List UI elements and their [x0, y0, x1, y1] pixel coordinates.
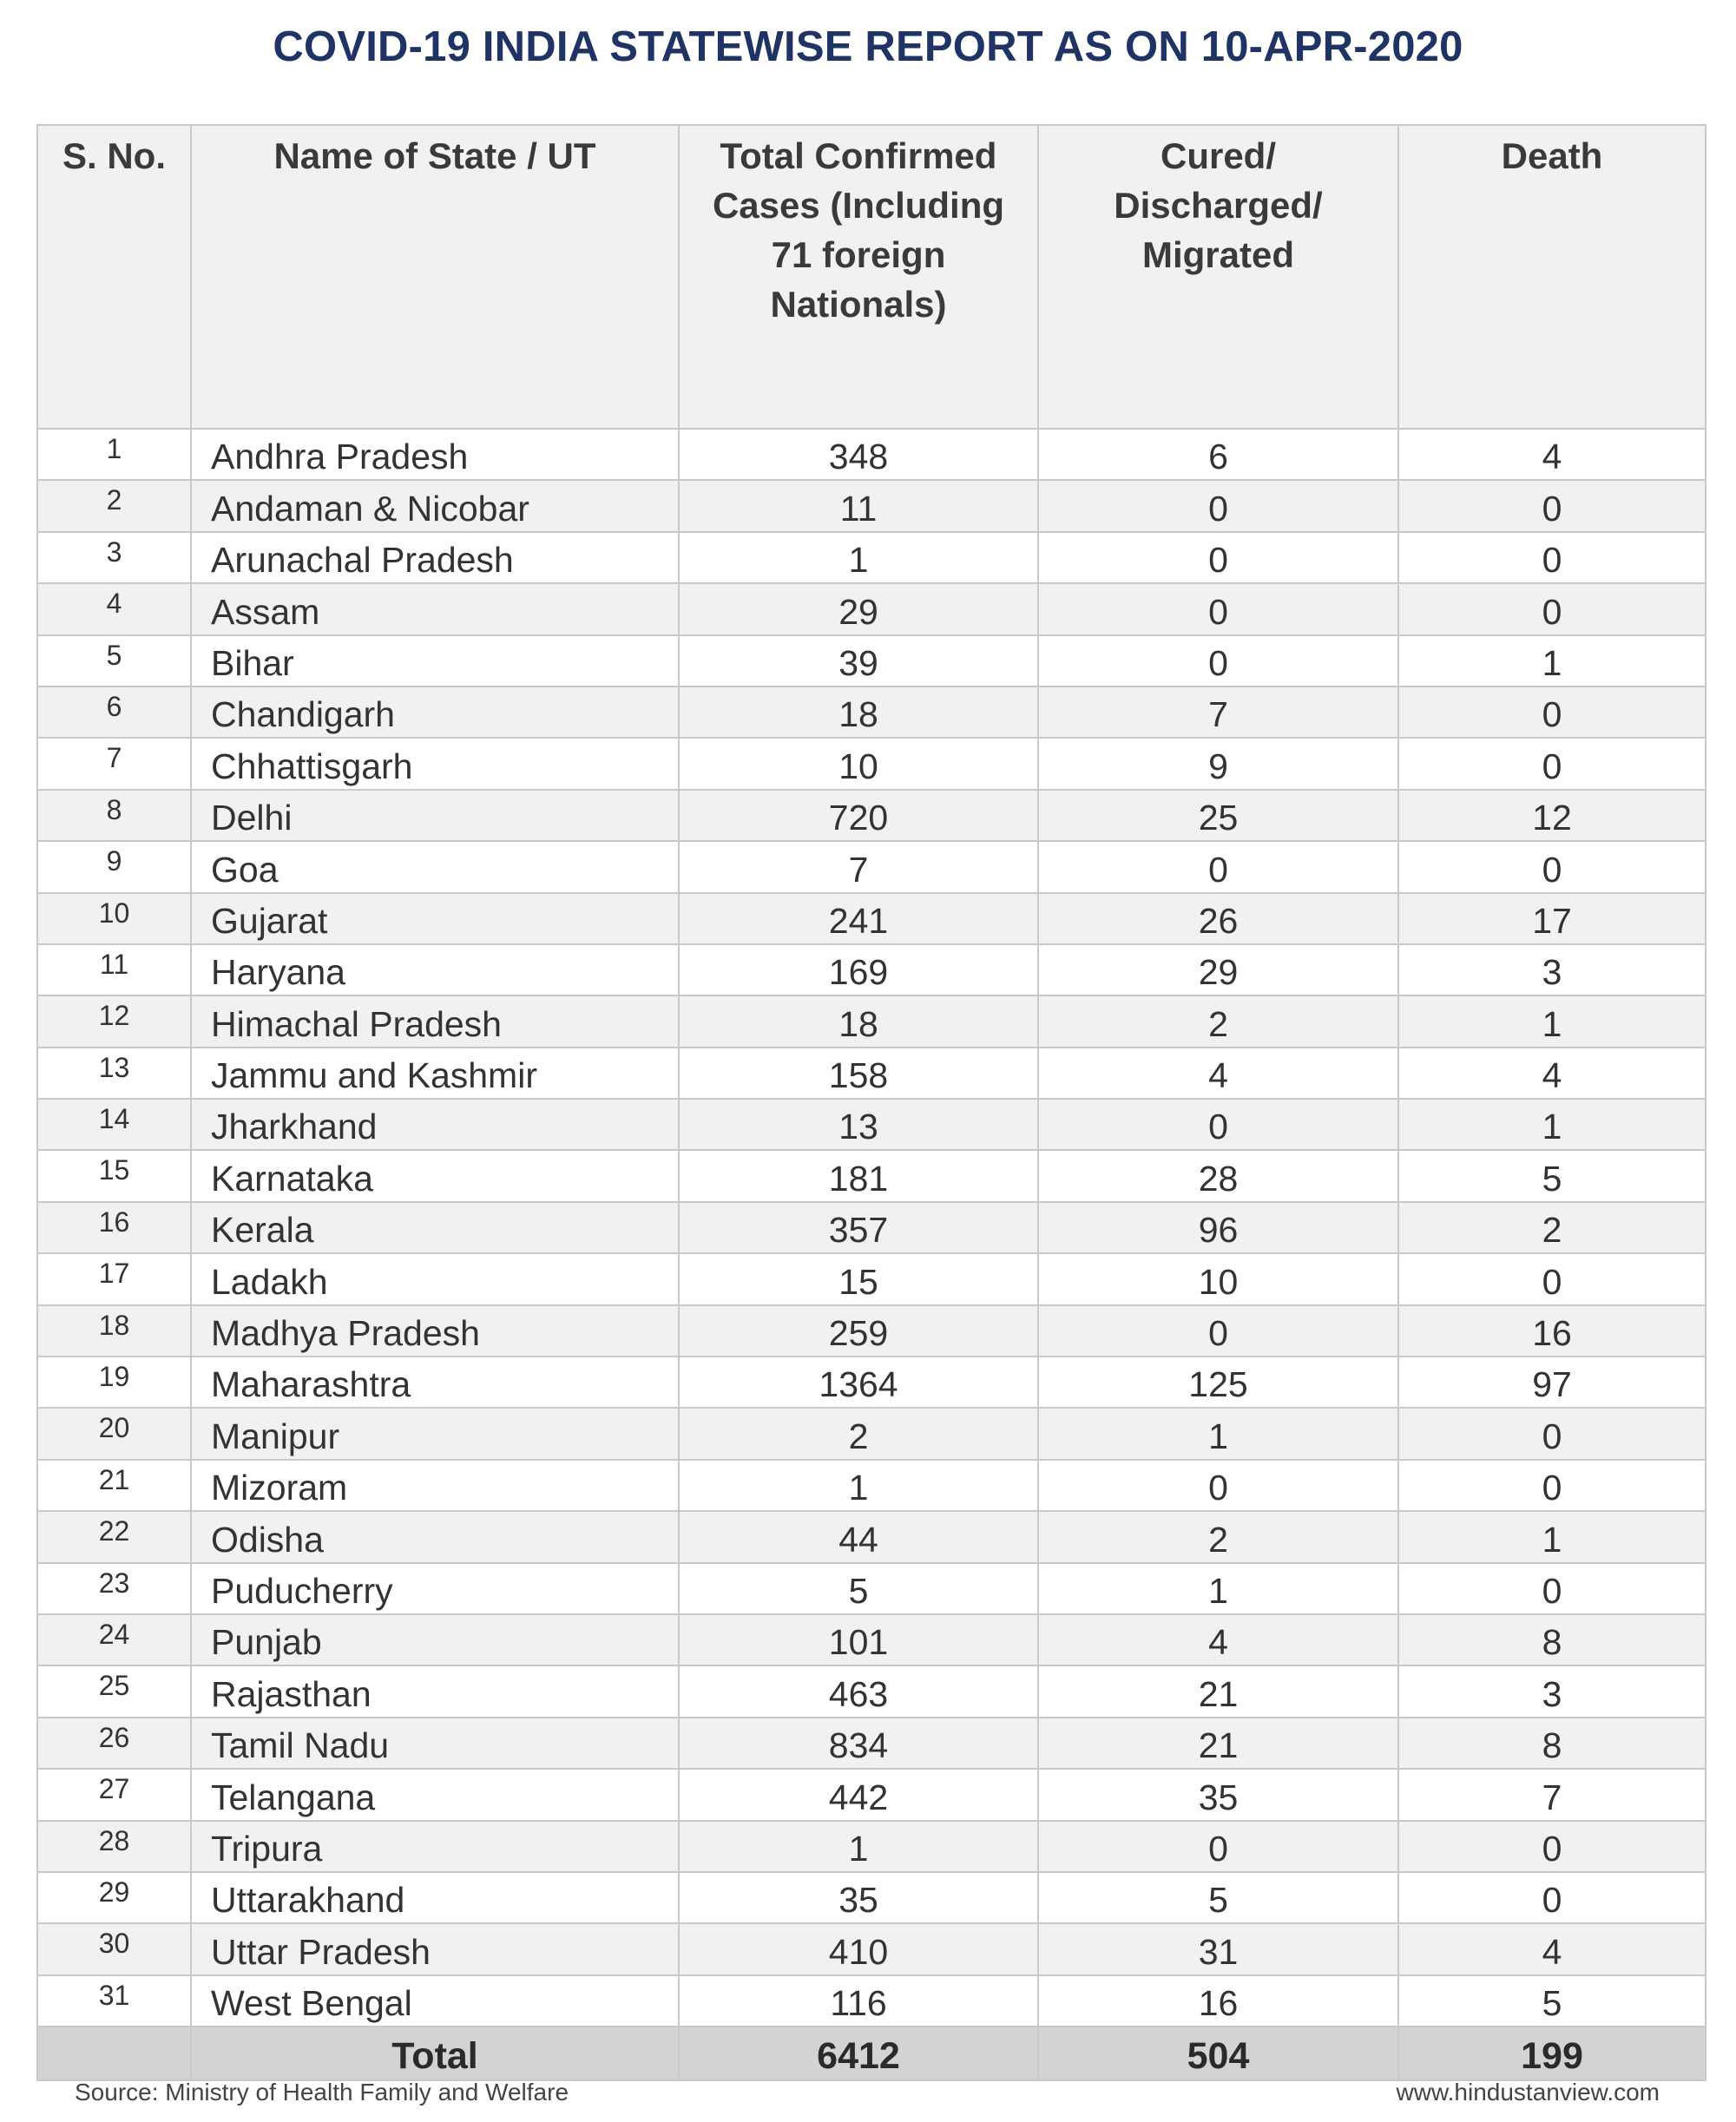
- table-row: [37, 893, 1706, 944]
- cell-state-name: Jammu and Kashmir: [191, 1048, 679, 1099]
- cell-cured: 0: [1038, 532, 1398, 583]
- table-row: [37, 944, 1706, 995]
- cell-confirmed: 181: [679, 1150, 1038, 1201]
- cell-death: 7: [1398, 1769, 1706, 1820]
- cell-sno: 1: [37, 429, 191, 480]
- cell-confirmed: 35: [679, 1872, 1038, 1923]
- table-row: [37, 1665, 1706, 1717]
- cell-death: 5: [1398, 1975, 1706, 2027]
- cell-confirmed: 1364: [679, 1357, 1038, 1408]
- cell-death: 0: [1398, 480, 1706, 531]
- table-row: [37, 583, 1706, 634]
- cell-confirmed: 463: [679, 1665, 1038, 1717]
- cell-confirmed: 116: [679, 1975, 1038, 2027]
- cell-cured: 16: [1038, 1975, 1398, 2027]
- cell-state-name: Chhattisgarh: [191, 738, 679, 789]
- cell-sno: 12: [37, 995, 191, 1047]
- cell-cured: 6: [1038, 429, 1398, 480]
- cell-state-name: Kerala: [191, 1202, 679, 1253]
- cell-cured: 0: [1038, 841, 1398, 892]
- cell-state-name: Jharkhand: [191, 1099, 679, 1150]
- header-cured-line: Migrated: [1141, 234, 1294, 275]
- cell-death: 97: [1398, 1357, 1706, 1408]
- cell-sno: 4: [37, 583, 191, 634]
- cell-sno: 3: [37, 532, 191, 583]
- cell-cured: 35: [1038, 1769, 1398, 1820]
- cell-death: 3: [1398, 1665, 1706, 1717]
- cell-total-confirmed: 6412: [679, 2027, 1038, 2080]
- cell-state-name: Punjab: [191, 1614, 679, 1665]
- table-row: [37, 841, 1706, 892]
- cell-cured: 0: [1038, 1305, 1398, 1357]
- cell-state-name: Puducherry: [191, 1563, 679, 1614]
- cell-cured: 2: [1038, 1511, 1398, 1562]
- cell-cured: 9: [1038, 738, 1398, 789]
- header-total-confirmed-line: Nationals): [770, 284, 947, 325]
- cell-sno: 2: [37, 480, 191, 531]
- cell-state-name: Goa: [191, 841, 679, 892]
- cell-sno: 6: [37, 687, 191, 738]
- cell-cured: 21: [1038, 1718, 1398, 1769]
- cell-sno: 29: [37, 1872, 191, 1923]
- cell-sno: 19: [37, 1357, 191, 1408]
- cell-total-sno: [37, 2027, 191, 2080]
- table-row: [37, 1511, 1706, 1562]
- cell-death: 1: [1398, 995, 1706, 1047]
- cell-death: 0: [1398, 1872, 1706, 1923]
- header-cured-line: Discharged/: [1114, 185, 1323, 226]
- table-row: [37, 790, 1706, 841]
- cell-death: 0: [1398, 841, 1706, 892]
- table-row: [37, 480, 1706, 531]
- cell-death: 0: [1398, 1821, 1706, 1872]
- cell-sno: 15: [37, 1150, 191, 1201]
- cell-cured: 28: [1038, 1150, 1398, 1201]
- cell-confirmed: 1: [679, 532, 1038, 583]
- cell-sno: 10: [37, 893, 191, 944]
- header-total-confirmed-line: 71 foreign: [771, 234, 946, 275]
- cell-confirmed: 259: [679, 1305, 1038, 1357]
- cell-confirmed: 18: [679, 687, 1038, 738]
- cell-cured: 2: [1038, 995, 1398, 1047]
- cell-state-name: Telangana: [191, 1769, 679, 1820]
- cell-total-label: Total: [191, 2027, 679, 2080]
- cell-sno: 28: [37, 1821, 191, 1872]
- cell-sno: 5: [37, 635, 191, 687]
- table-row: [37, 1357, 1706, 1408]
- cell-death: 17: [1398, 893, 1706, 944]
- cell-cured: 29: [1038, 944, 1398, 995]
- cell-sno: 11: [37, 944, 191, 995]
- cell-sno: 31: [37, 1975, 191, 2027]
- cell-total-death: 199: [1398, 2027, 1706, 2080]
- cell-confirmed: 158: [679, 1048, 1038, 1099]
- cell-sno: 20: [37, 1408, 191, 1459]
- cell-cured: 96: [1038, 1202, 1398, 1253]
- header-sno: S. No.: [37, 125, 191, 429]
- cell-state-name: Madhya Pradesh: [191, 1305, 679, 1357]
- cell-state-name: Haryana: [191, 944, 679, 995]
- cell-confirmed: 1: [679, 1460, 1038, 1511]
- cell-cured: 4: [1038, 1048, 1398, 1099]
- cell-death: 12: [1398, 790, 1706, 841]
- table-row: [37, 1975, 1706, 2027]
- cell-confirmed: 29: [679, 583, 1038, 634]
- cell-death: 4: [1398, 1923, 1706, 1974]
- cell-state-name: West Bengal: [191, 1975, 679, 2027]
- cell-confirmed: 720: [679, 790, 1038, 841]
- cell-death: 5: [1398, 1150, 1706, 1201]
- cell-state-name: Arunachal Pradesh: [191, 532, 679, 583]
- cell-sno: 7: [37, 738, 191, 789]
- table-body: [37, 429, 1706, 2080]
- cell-death: 1: [1398, 635, 1706, 687]
- cell-cured: 10: [1038, 1253, 1398, 1304]
- table-row: [37, 1150, 1706, 1201]
- cell-state-name: Rajasthan: [191, 1665, 679, 1717]
- cell-death: 4: [1398, 1048, 1706, 1099]
- cell-cured: 1: [1038, 1408, 1398, 1459]
- cell-cured: 0: [1038, 480, 1398, 531]
- cell-confirmed: 10: [679, 738, 1038, 789]
- cell-death: 0: [1398, 687, 1706, 738]
- cell-death: 0: [1398, 1408, 1706, 1459]
- header-total-confirmed-line: Cases (Including: [712, 185, 1005, 226]
- cell-confirmed: 5: [679, 1563, 1038, 1614]
- cell-cured: 0: [1038, 635, 1398, 687]
- cell-state-name: Karnataka: [191, 1150, 679, 1201]
- page-title: COVID-19 INDIA STATEWISE REPORT AS ON 10-APR-2020: [273, 23, 1463, 70]
- cell-sno: 22: [37, 1511, 191, 1562]
- cell-confirmed: 1: [679, 1821, 1038, 1872]
- table-row: [37, 1923, 1706, 1974]
- cell-state-name: Uttarakhand: [191, 1872, 679, 1923]
- cell-confirmed: 169: [679, 944, 1038, 995]
- cell-state-name: Ladakh: [191, 1253, 679, 1304]
- cell-death: 0: [1398, 1563, 1706, 1614]
- cell-state-name: Bihar: [191, 635, 679, 687]
- cell-confirmed: 44: [679, 1511, 1038, 1562]
- cell-death: 16: [1398, 1305, 1706, 1357]
- cell-cured: 0: [1038, 1460, 1398, 1511]
- cell-death: 0: [1398, 738, 1706, 789]
- cell-cured: 1: [1038, 1563, 1398, 1614]
- cell-death: 8: [1398, 1718, 1706, 1769]
- cell-state-name: Uttar Pradesh: [191, 1923, 679, 1974]
- cell-death: 2: [1398, 1202, 1706, 1253]
- cell-death: 0: [1398, 1460, 1706, 1511]
- cell-death: 0: [1398, 532, 1706, 583]
- cell-sno: 13: [37, 1048, 191, 1099]
- cell-sno: 18: [37, 1305, 191, 1357]
- cell-cured: 31: [1038, 1923, 1398, 1974]
- cell-confirmed: 13: [679, 1099, 1038, 1150]
- cell-confirmed: 410: [679, 1923, 1038, 1974]
- cell-sno: 17: [37, 1253, 191, 1304]
- cell-confirmed: 39: [679, 635, 1038, 687]
- statewise-report-table: [36, 124, 1706, 2081]
- header-death: Death: [1398, 125, 1706, 429]
- cell-state-name: Assam: [191, 583, 679, 634]
- table-row: [37, 1821, 1706, 1872]
- cell-confirmed: 348: [679, 429, 1038, 480]
- website-credit: www.hindustanview.com: [1396, 2079, 1660, 2106]
- table-row: [37, 1305, 1706, 1357]
- cell-sno: 25: [37, 1665, 191, 1717]
- cell-state-name: Delhi: [191, 790, 679, 841]
- cell-death: 1: [1398, 1099, 1706, 1150]
- cell-confirmed: 2: [679, 1408, 1038, 1459]
- cell-state-name: Maharashtra: [191, 1357, 679, 1408]
- cell-sno: 26: [37, 1718, 191, 1769]
- cell-sno: 27: [37, 1769, 191, 1820]
- header-total-confirmed-line: Total Confirmed: [720, 135, 997, 176]
- cell-confirmed: 241: [679, 893, 1038, 944]
- cell-cured: 0: [1038, 1099, 1398, 1150]
- cell-confirmed: 11: [679, 480, 1038, 531]
- table-row: [37, 1872, 1706, 1923]
- table-row: [37, 1408, 1706, 1459]
- header-cured: [1038, 125, 1398, 429]
- cell-death: 1: [1398, 1511, 1706, 1562]
- header-state-name: Name of State / UT: [191, 125, 679, 429]
- cell-confirmed: 834: [679, 1718, 1038, 1769]
- table-row: [37, 1202, 1706, 1253]
- table-row: [37, 532, 1706, 583]
- cell-confirmed: 357: [679, 1202, 1038, 1253]
- cell-sno: 30: [37, 1923, 191, 1974]
- table-header-row: [37, 125, 1706, 429]
- cell-confirmed: 101: [679, 1614, 1038, 1665]
- table-row: [37, 1048, 1706, 1099]
- cell-death: 8: [1398, 1614, 1706, 1665]
- cell-death: 0: [1398, 583, 1706, 634]
- cell-sno: 23: [37, 1563, 191, 1614]
- cell-state-name: Himachal Pradesh: [191, 995, 679, 1047]
- cell-sno: 8: [37, 790, 191, 841]
- cell-death: 3: [1398, 944, 1706, 995]
- cell-state-name: Gujarat: [191, 893, 679, 944]
- cell-state-name: Andaman & Nicobar: [191, 480, 679, 531]
- cell-death: 0: [1398, 1253, 1706, 1304]
- table-row: [37, 1253, 1706, 1304]
- cell-state-name: Andhra Pradesh: [191, 429, 679, 480]
- cell-sno: 21: [37, 1460, 191, 1511]
- cell-state-name: Odisha: [191, 1511, 679, 1562]
- cell-confirmed: 442: [679, 1769, 1038, 1820]
- table-row: [37, 995, 1706, 1047]
- table-row: [37, 635, 1706, 687]
- cell-cured: 7: [1038, 687, 1398, 738]
- cell-cured: 25: [1038, 790, 1398, 841]
- table-row: [37, 1614, 1706, 1665]
- cell-cured: 4: [1038, 1614, 1398, 1665]
- header-cured-line: Cured/: [1160, 135, 1276, 176]
- table-row: [37, 1099, 1706, 1150]
- cell-state-name: Mizoram: [191, 1460, 679, 1511]
- cell-cured: 26: [1038, 893, 1398, 944]
- cell-sno: 9: [37, 841, 191, 892]
- cell-sno: 24: [37, 1614, 191, 1665]
- total-row: [37, 2027, 1706, 2080]
- table-row: [37, 687, 1706, 738]
- source-note: Source: Ministry of Health Family and Welfare: [75, 2079, 569, 2106]
- cell-sno: 14: [37, 1099, 191, 1150]
- cell-cured: 0: [1038, 1821, 1398, 1872]
- table-row: [37, 429, 1706, 480]
- cell-cured: 5: [1038, 1872, 1398, 1923]
- header-total-confirmed: [679, 125, 1038, 429]
- cell-confirmed: 7: [679, 841, 1038, 892]
- cell-state-name: Tamil Nadu: [191, 1718, 679, 1769]
- cell-state-name: Tripura: [191, 1821, 679, 1872]
- table-row: [37, 1563, 1706, 1614]
- cell-total-cured: 504: [1038, 2027, 1398, 2080]
- cell-death: 4: [1398, 429, 1706, 480]
- cell-state-name: Chandigarh: [191, 687, 679, 738]
- table-row: [37, 1460, 1706, 1511]
- cell-cured: 0: [1038, 583, 1398, 634]
- cell-cured: 21: [1038, 1665, 1398, 1717]
- cell-cured: 125: [1038, 1357, 1398, 1408]
- cell-confirmed: 18: [679, 995, 1038, 1047]
- table-row: [37, 738, 1706, 789]
- table-row: [37, 1718, 1706, 1769]
- cell-confirmed: 15: [679, 1253, 1038, 1304]
- table-row: [37, 1769, 1706, 1820]
- cell-state-name: Manipur: [191, 1408, 679, 1459]
- cell-sno: 16: [37, 1202, 191, 1253]
